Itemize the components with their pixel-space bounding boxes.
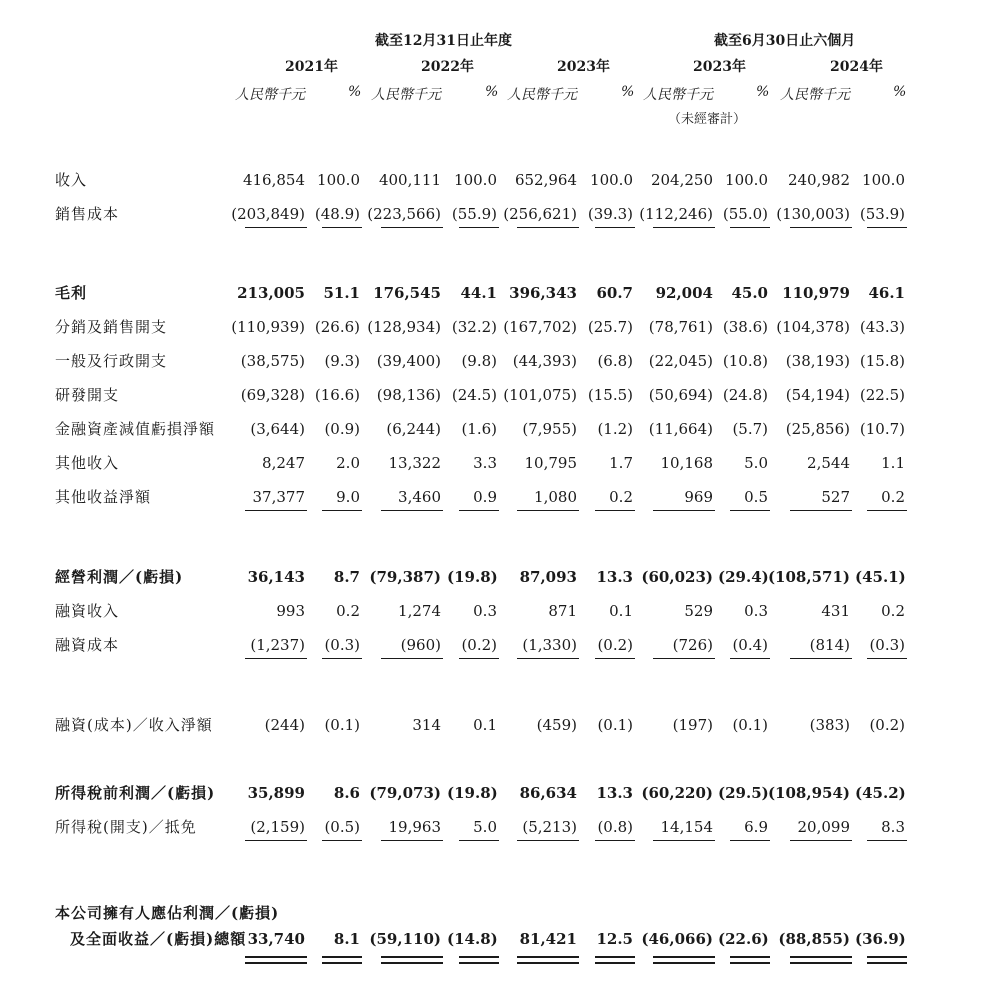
underline-rule xyxy=(381,227,443,228)
cell-amount: (98,136) xyxy=(376,386,441,404)
cell-percent: (19.8) xyxy=(447,568,498,586)
cell-amount: 1,274 xyxy=(398,602,441,620)
cell-amount: (383) xyxy=(809,716,850,734)
cell-amount: (46,066) xyxy=(641,930,713,948)
cell-amount: (60,220) xyxy=(641,784,713,802)
cell-percent: (0.2) xyxy=(461,636,497,654)
cell-percent: 0.3 xyxy=(473,602,497,620)
cell-percent: (9.8) xyxy=(461,352,497,370)
cell-percent: (0.5) xyxy=(324,818,360,836)
cell-percent: (24.8) xyxy=(722,386,768,404)
cell-percent: (10.7) xyxy=(859,420,905,438)
cell-percent: 9.0 xyxy=(336,488,360,506)
cell-amount: (78,761) xyxy=(648,318,713,336)
cell-amount: (130,003) xyxy=(776,205,850,223)
cell-amount: (69,328) xyxy=(240,386,305,404)
cell-amount: (203,849) xyxy=(231,205,305,223)
cell-percent: (0.2) xyxy=(597,636,633,654)
cell-percent: (26.6) xyxy=(314,318,360,336)
underline-rule xyxy=(459,840,499,841)
cell-amount: (25,856) xyxy=(785,420,850,438)
underline-rule xyxy=(459,510,499,511)
underline-rule xyxy=(790,658,852,659)
cell-percent: 100.0 xyxy=(862,171,905,189)
row-label: 經營利潤／(虧損) xyxy=(55,568,184,586)
cell-percent: (53.9) xyxy=(859,205,905,223)
cell-percent: (43.3) xyxy=(859,318,905,336)
cell-percent: 8.1 xyxy=(333,930,360,948)
cell-amount: (50,694) xyxy=(648,386,713,404)
cell-amount: 86,634 xyxy=(519,784,577,802)
header-percent: % xyxy=(756,84,770,100)
underline-rule xyxy=(381,658,443,659)
cell-percent: 0.3 xyxy=(744,602,768,620)
underline-rule xyxy=(653,227,715,228)
cell-amount: (7,955) xyxy=(522,420,577,438)
row-label: 所得稅前利潤／(虧損) xyxy=(55,784,216,802)
cell-percent: 0.5 xyxy=(744,488,768,506)
row-label: 銷售成本 xyxy=(55,205,120,223)
underline-rule xyxy=(595,956,635,964)
row-label: 融資(成本)／收入淨額 xyxy=(55,716,213,734)
row-label: 金融資產減值虧損淨額 xyxy=(55,420,216,438)
cell-amount: 10,795 xyxy=(524,454,577,472)
header-currency: 人民幣千元 xyxy=(507,87,577,103)
cell-percent: (9.3) xyxy=(324,352,360,370)
cell-percent: 12.5 xyxy=(596,930,633,948)
cell-percent: 100.0 xyxy=(317,171,360,189)
underline-rule xyxy=(381,840,443,841)
row-label: 本公司擁有人應佔利潤／(虧損) xyxy=(55,904,280,922)
cell-amount: (79,073) xyxy=(369,784,441,802)
cell-amount: (88,855) xyxy=(778,930,850,948)
underline-rule xyxy=(459,227,499,228)
cell-amount: (726) xyxy=(672,636,713,654)
cell-percent: 8.6 xyxy=(333,784,360,802)
underline-rule xyxy=(653,510,715,511)
header-period: 2024年 xyxy=(830,59,883,75)
cell-amount: (44,393) xyxy=(512,352,577,370)
cell-amount: (39,400) xyxy=(376,352,441,370)
cell-percent: (55.9) xyxy=(451,205,497,223)
header-half-group: 截至6月30日止六個月 xyxy=(714,33,856,49)
cell-percent: (0.4) xyxy=(732,636,768,654)
cell-amount: 314 xyxy=(412,716,441,734)
cell-amount: 8,247 xyxy=(262,454,305,472)
cell-amount: 13,322 xyxy=(388,454,441,472)
cell-percent: (1.6) xyxy=(461,420,497,438)
underline-rule xyxy=(790,956,852,964)
underline-rule xyxy=(459,658,499,659)
cell-percent: (15.8) xyxy=(859,352,905,370)
cell-amount: 35,899 xyxy=(247,784,305,802)
row-label: 一般及行政開支 xyxy=(55,352,168,370)
cell-percent: (38.6) xyxy=(722,318,768,336)
cell-amount: 81,421 xyxy=(519,930,577,948)
cell-amount: 110,979 xyxy=(782,284,850,302)
underline-rule xyxy=(730,658,770,659)
cell-amount: 396,343 xyxy=(509,284,577,302)
underline-rule xyxy=(790,227,852,228)
cell-percent: (14.8) xyxy=(447,930,498,948)
underline-rule xyxy=(790,840,852,841)
cell-amount: (54,194) xyxy=(785,386,850,404)
cell-amount: (197) xyxy=(672,716,713,734)
cell-amount: 1,080 xyxy=(534,488,577,506)
underline-rule xyxy=(381,956,443,964)
cell-percent: (55.0) xyxy=(722,205,768,223)
cell-percent: (24.5) xyxy=(451,386,497,404)
underline-rule xyxy=(595,227,635,228)
row-label: 融資成本 xyxy=(55,636,120,654)
cell-percent: (15.5) xyxy=(587,386,633,404)
cell-percent: (48.9) xyxy=(314,205,360,223)
cell-amount: 37,377 xyxy=(252,488,305,506)
header-period: 2021年 xyxy=(285,59,338,75)
underline-rule xyxy=(245,227,307,228)
underline-rule xyxy=(322,227,362,228)
cell-amount: (112,246) xyxy=(639,205,713,223)
underline-rule xyxy=(517,956,579,964)
cell-amount: 33,740 xyxy=(247,930,305,948)
underline-rule xyxy=(653,658,715,659)
cell-percent: (0.1) xyxy=(324,716,360,734)
header-currency: 人民幣千元 xyxy=(780,87,850,103)
cell-percent: 0.9 xyxy=(473,488,497,506)
underline-rule xyxy=(245,840,307,841)
cell-amount: (459) xyxy=(536,716,577,734)
underline-rule xyxy=(730,510,770,511)
cell-amount: 213,005 xyxy=(237,284,305,302)
underline-rule xyxy=(595,840,635,841)
cell-percent: 5.0 xyxy=(744,454,768,472)
row-label: 毛利 xyxy=(55,284,88,302)
header-percent: % xyxy=(621,84,635,100)
cell-amount: (104,378) xyxy=(776,318,850,336)
header-period: 2022年 xyxy=(421,59,474,75)
underline-rule xyxy=(595,510,635,511)
cell-percent: 0.2 xyxy=(881,488,905,506)
underline-rule xyxy=(322,840,362,841)
cell-amount: (3,644) xyxy=(250,420,305,438)
header-percent: % xyxy=(348,84,362,100)
cell-percent: 60.7 xyxy=(596,284,633,302)
cell-amount: (960) xyxy=(400,636,441,654)
cell-amount: (38,193) xyxy=(785,352,850,370)
row-label: 其他收入 xyxy=(55,454,120,472)
cell-percent: (22.6) xyxy=(718,930,769,948)
underline-rule xyxy=(459,956,499,964)
cell-percent: (16.6) xyxy=(314,386,360,404)
cell-percent: (0.3) xyxy=(324,636,360,654)
cell-amount: (128,934) xyxy=(367,318,441,336)
cell-amount: 400,111 xyxy=(378,171,441,189)
cell-percent: (45.2) xyxy=(855,784,906,802)
cell-percent: (19.8) xyxy=(447,784,498,802)
cell-percent: 44.1 xyxy=(460,284,497,302)
header-unaudited: （未經審計） xyxy=(668,112,747,127)
cell-percent: 0.1 xyxy=(609,602,633,620)
cell-amount: 240,982 xyxy=(787,171,850,189)
underline-rule xyxy=(381,510,443,511)
underline-rule xyxy=(517,840,579,841)
cell-percent: 0.2 xyxy=(881,602,905,620)
cell-amount: (101,075) xyxy=(503,386,577,404)
underline-rule xyxy=(595,658,635,659)
cell-percent: 45.0 xyxy=(731,284,768,302)
row-label: 融資收入 xyxy=(55,602,120,620)
header-percent: % xyxy=(485,84,499,100)
cell-amount: 92,004 xyxy=(655,284,713,302)
cell-amount: 14,154 xyxy=(660,818,713,836)
cell-percent: 8.3 xyxy=(881,818,905,836)
cell-percent: 100.0 xyxy=(590,171,633,189)
cell-amount: 204,250 xyxy=(650,171,713,189)
cell-amount: 871 xyxy=(548,602,577,620)
cell-percent: 5.0 xyxy=(473,818,497,836)
header-currency: 人民幣千元 xyxy=(235,87,305,103)
header-period: 2023年 xyxy=(693,59,746,75)
underline-rule xyxy=(322,510,362,511)
cell-amount: 176,545 xyxy=(373,284,441,302)
cell-percent: (45.1) xyxy=(855,568,906,586)
row-label: 研發開支 xyxy=(55,386,120,404)
cell-percent: (0.2) xyxy=(869,716,905,734)
cell-amount: (79,387) xyxy=(369,568,441,586)
cell-amount: 87,093 xyxy=(519,568,577,586)
cell-percent: 6.9 xyxy=(744,818,768,836)
cell-amount: (22,045) xyxy=(648,352,713,370)
cell-amount: (60,023) xyxy=(641,568,713,586)
underline-rule xyxy=(867,956,907,964)
underline-rule xyxy=(517,510,579,511)
underline-rule xyxy=(790,510,852,511)
cell-percent: 8.7 xyxy=(333,568,360,586)
cell-percent: (0.3) xyxy=(869,636,905,654)
underline-rule xyxy=(517,227,579,228)
underline-rule xyxy=(730,840,770,841)
cell-percent: 100.0 xyxy=(454,171,497,189)
header-period: 2023年 xyxy=(557,59,610,75)
cell-amount: 2,544 xyxy=(807,454,850,472)
cell-percent: (1.2) xyxy=(597,420,633,438)
underline-rule xyxy=(867,658,907,659)
cell-amount: 10,168 xyxy=(660,454,713,472)
cell-percent: (10.8) xyxy=(722,352,768,370)
cell-amount: 20,099 xyxy=(797,818,850,836)
underline-rule xyxy=(245,510,307,511)
cell-percent: (29.4) xyxy=(718,568,769,586)
cell-amount: (223,566) xyxy=(367,205,441,223)
underline-rule xyxy=(322,956,362,964)
cell-amount: (256,621) xyxy=(503,205,577,223)
cell-amount: (1,237) xyxy=(250,636,305,654)
underline-rule xyxy=(517,658,579,659)
cell-amount: 19,963 xyxy=(388,818,441,836)
row-label: 收入 xyxy=(55,171,88,189)
underline-rule xyxy=(653,956,715,964)
row-label: 其他收益淨額 xyxy=(55,488,152,506)
row-label: 所得稅(開支)／抵免 xyxy=(55,818,197,836)
cell-percent: 0.2 xyxy=(609,488,633,506)
cell-percent: 3.3 xyxy=(473,454,497,472)
cell-amount: 3,460 xyxy=(398,488,441,506)
cell-percent: (32.2) xyxy=(451,318,497,336)
underline-rule xyxy=(322,658,362,659)
cell-amount: 652,964 xyxy=(514,171,577,189)
cell-amount: 431 xyxy=(821,602,850,620)
underline-rule xyxy=(867,227,907,228)
cell-amount: (38,575) xyxy=(240,352,305,370)
cell-amount: (244) xyxy=(264,716,305,734)
row-label: 分銷及銷售開支 xyxy=(55,318,168,336)
cell-percent: (0.1) xyxy=(732,716,768,734)
underline-rule xyxy=(730,956,770,964)
cell-amount: 416,854 xyxy=(242,171,305,189)
cell-percent: (6.8) xyxy=(597,352,633,370)
header-currency: 人民幣千元 xyxy=(643,87,713,103)
cell-percent: (25.7) xyxy=(587,318,633,336)
cell-percent: (0.1) xyxy=(597,716,633,734)
cell-amount: 36,143 xyxy=(247,568,305,586)
cell-percent: 46.1 xyxy=(868,284,905,302)
cell-amount: (5,213) xyxy=(522,818,577,836)
cell-percent: (22.5) xyxy=(859,386,905,404)
cell-percent: (36.9) xyxy=(855,930,906,948)
cell-percent: 0.1 xyxy=(473,716,497,734)
cell-percent: (0.9) xyxy=(324,420,360,438)
cell-percent: (39.3) xyxy=(587,205,633,223)
cell-amount: 529 xyxy=(684,602,713,620)
cell-amount: 527 xyxy=(821,488,850,506)
cell-percent: 1.7 xyxy=(609,454,633,472)
cell-amount: (110,939) xyxy=(231,318,305,336)
underline-rule xyxy=(245,658,307,659)
underline-rule xyxy=(867,510,907,511)
cell-percent: (5.7) xyxy=(732,420,768,438)
cell-amount: (2,159) xyxy=(250,818,305,836)
cell-amount: 969 xyxy=(684,488,713,506)
cell-percent: 13.3 xyxy=(596,784,633,802)
cell-percent: 13.3 xyxy=(596,568,633,586)
cell-amount: (108,954) xyxy=(767,784,850,802)
cell-percent: 0.2 xyxy=(336,602,360,620)
underline-rule xyxy=(867,840,907,841)
cell-amount: (59,110) xyxy=(369,930,441,948)
cell-amount: (108,571) xyxy=(767,568,850,586)
cell-percent: (0.8) xyxy=(597,818,633,836)
cell-percent: 100.0 xyxy=(725,171,768,189)
cell-amount: (6,244) xyxy=(386,420,441,438)
header-year-group: 截至12月31日止年度 xyxy=(375,33,512,49)
header-currency: 人民幣千元 xyxy=(371,87,441,103)
underline-rule xyxy=(730,227,770,228)
cell-amount: 993 xyxy=(276,602,305,620)
cell-amount: (11,664) xyxy=(648,420,713,438)
cell-percent: 51.1 xyxy=(323,284,360,302)
cell-percent: 1.1 xyxy=(881,454,905,472)
underline-rule xyxy=(245,956,307,964)
underline-rule xyxy=(653,840,715,841)
cell-percent: 2.0 xyxy=(336,454,360,472)
cell-percent: (29.5) xyxy=(718,784,769,802)
row-label-cont: 及全面收益／(虧損)總額 xyxy=(70,930,247,948)
header-percent: % xyxy=(893,84,907,100)
cell-amount: (814) xyxy=(809,636,850,654)
cell-amount: (1,330) xyxy=(522,636,577,654)
cell-amount: (167,702) xyxy=(503,318,577,336)
